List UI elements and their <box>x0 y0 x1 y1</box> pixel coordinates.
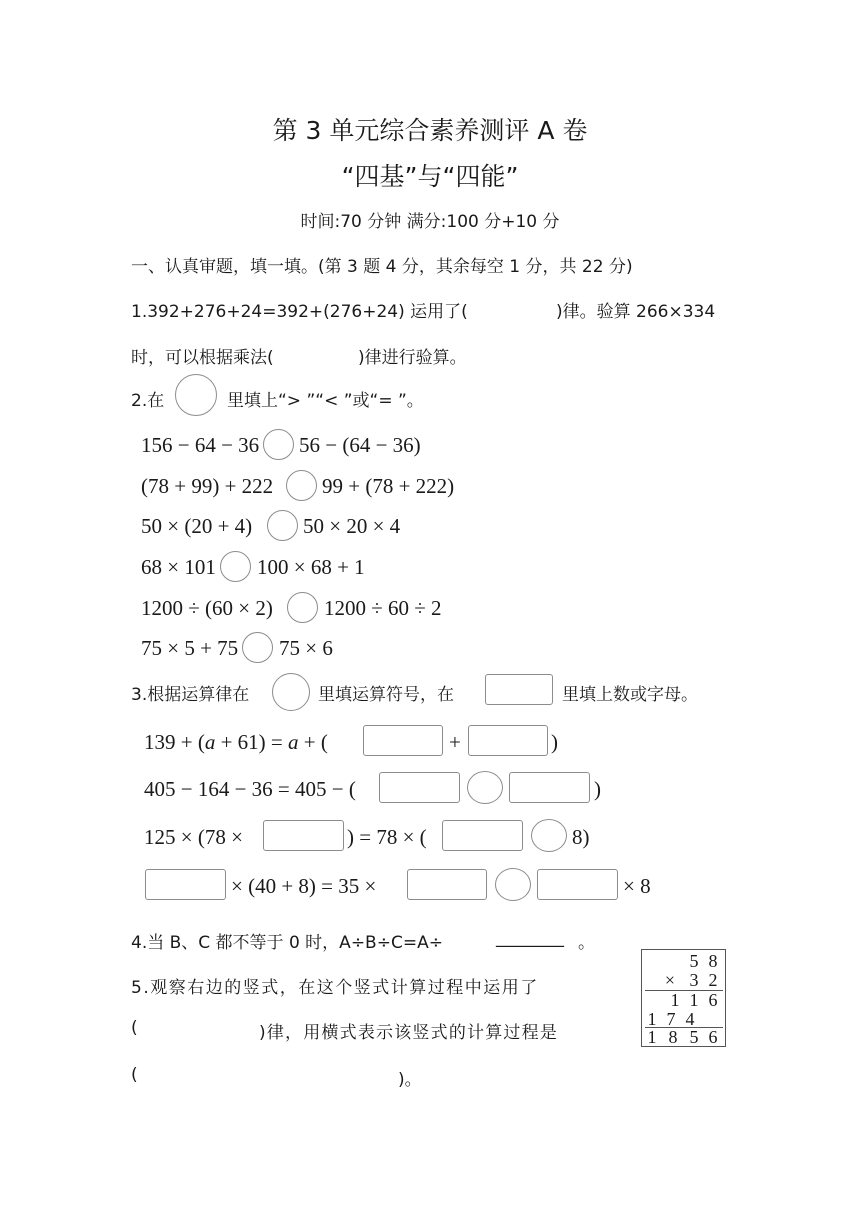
q3-row2-box1[interactable] <box>379 772 460 803</box>
digit: 2 <box>708 970 718 990</box>
q3-row1-box1[interactable] <box>363 725 443 756</box>
q3-row3-end: 8) <box>572 825 590 849</box>
digit: 8 <box>668 1027 678 1047</box>
q3-row1-a: 139 + ( <box>144 730 205 754</box>
answer-box-example <box>485 674 553 705</box>
exam-meta: 时间:70 分钟 满分:100 分+10 分 <box>300 212 560 232</box>
digit: 3 <box>689 970 699 990</box>
q3-row4-box3[interactable] <box>537 869 618 900</box>
digit: 6 <box>708 990 718 1010</box>
q2-row3-left: 50 × (20 + 4) <box>141 514 253 538</box>
digit: 1 <box>689 990 699 1010</box>
q5-line2-b: )律，用横式表示该竖式的计算过程是 <box>259 1023 559 1043</box>
digit: 1 <box>670 990 680 1010</box>
q3-row2-circle[interactable] <box>467 771 503 804</box>
q4-end: 。 <box>578 933 595 953</box>
q2-row1-left: 156 − 64 − 36 <box>141 433 260 457</box>
digit: 5 <box>689 1027 699 1047</box>
q2-row3-right: 50 × 20 × 4 <box>303 514 401 538</box>
digit: 1 <box>647 1009 657 1029</box>
q3-row1-end: ) <box>551 730 558 754</box>
digit: 8 <box>708 951 718 971</box>
q2-row4-circle[interactable] <box>220 551 251 582</box>
q3-row1-text <box>144 730 328 755</box>
q3-row3-circle[interactable] <box>531 819 567 852</box>
q2-row2-circle[interactable] <box>286 470 317 501</box>
operator-circle-example <box>272 673 310 711</box>
multiply-sign: × <box>664 970 676 990</box>
digit: 6 <box>708 1027 718 1047</box>
q2-prompt-b: 里填上“> ”“< ”或“= ”。 <box>227 391 424 411</box>
q1-text-part3: 时，可以根据乘法( <box>131 348 274 368</box>
q3-row1-box2[interactable] <box>468 725 548 756</box>
vertical-row-1 <box>642 951 725 970</box>
q1-text-part1: 1.392+276+24=392+(276+24) 运用了( <box>131 302 468 322</box>
digit: 1 <box>647 1027 657 1047</box>
q5-line3-a: ( <box>131 1065 138 1085</box>
q3-row2-box2[interactable] <box>509 772 590 803</box>
answer-circle-example <box>175 374 217 416</box>
digit: 7 <box>666 1009 676 1029</box>
digit: 5 <box>689 951 699 971</box>
q3-row3-a: 125 × (78 × <box>144 825 243 849</box>
q3-row3-box1[interactable] <box>263 820 344 851</box>
q2-row5-left: 1200 ÷ (60 × 2) <box>141 596 273 620</box>
q2-row3-circle[interactable] <box>267 510 298 541</box>
q3-row4-box1[interactable] <box>145 869 226 900</box>
q2-row6-left: 75 × 5 + 75 <box>141 636 239 660</box>
q3-row3-box2[interactable] <box>442 820 523 851</box>
var-a: a <box>288 730 299 754</box>
q4-blank[interactable]: ________ <box>496 928 564 948</box>
q2-row5-circle[interactable] <box>287 592 318 623</box>
q4-text: 4.当 B、C 都不等于 0 时，A÷B÷C=A÷ <box>131 933 443 953</box>
digit: 4 <box>685 1009 695 1029</box>
q2-row1-circle[interactable] <box>263 429 294 460</box>
var-a: a <box>204 730 216 754</box>
q3-row4-end: × 8 <box>623 874 651 898</box>
q2-row1-right: 56 − (64 − 36) <box>299 433 421 457</box>
q3-prompt-c: 里填上数或字母。 <box>562 685 698 705</box>
vertical-multiplication <box>641 949 726 1047</box>
q3-row4-circle[interactable] <box>495 868 531 901</box>
page-title: 第 3 单元综合素养测评 A 卷 <box>272 116 588 145</box>
vertical-row-5 <box>642 1027 725 1046</box>
q2-prompt-a: 2.在 <box>131 391 165 411</box>
q2-row4-left: 68 × 101 <box>141 555 216 579</box>
q5-line2-a: ( <box>131 1018 138 1038</box>
q3-row1-b: + 61) = <box>215 730 289 754</box>
q2-row2-right: 99 + (78 + 222) <box>322 474 455 498</box>
q3-row3-b: ) = 78 × ( <box>347 825 427 849</box>
q3-prompt-a: 3.根据运算律在 <box>131 685 250 705</box>
q1-text-part2: )律。验算 266×334 <box>556 302 716 322</box>
section-heading: 一、认真审题，填一填。(第 3 题 4 分，其余每空 1 分，共 22 分) <box>131 257 633 277</box>
vertical-row-3 <box>642 990 725 1009</box>
q2-row6-circle[interactable] <box>242 632 273 663</box>
page-subtitle: “四基”与“四能” <box>341 162 519 191</box>
q3-row4-box2[interactable] <box>407 869 487 900</box>
q3-row1-plus: + <box>449 730 461 754</box>
q2-row6-right: 75 × 6 <box>279 636 333 660</box>
q1-text-part4: )律进行验算。 <box>358 348 467 368</box>
q5-line1: 5.观察右边的竖式，在这个竖式计算过程中运用了 <box>131 978 539 998</box>
vertical-row-2 <box>642 970 725 989</box>
q2-row2-left: (78 + 99) + 222 <box>141 474 274 498</box>
q2-row4-right: 100 × 68 + 1 <box>257 555 365 579</box>
vertical-row-4 <box>642 1009 725 1028</box>
q3-row2-a: 405 − 164 − 36 = 405 − ( <box>144 777 356 801</box>
q3-row2-end: ) <box>594 777 601 801</box>
q2-row5-right: 1200 ÷ 60 ÷ 2 <box>324 596 442 620</box>
q5-line3-b: )。 <box>398 1070 422 1090</box>
q3-row4-a: × (40 + 8) = 35 × <box>231 874 377 898</box>
q3-row1-c: + ( <box>298 730 328 754</box>
q3-prompt-b: 里填运算符号，在 <box>318 685 454 705</box>
